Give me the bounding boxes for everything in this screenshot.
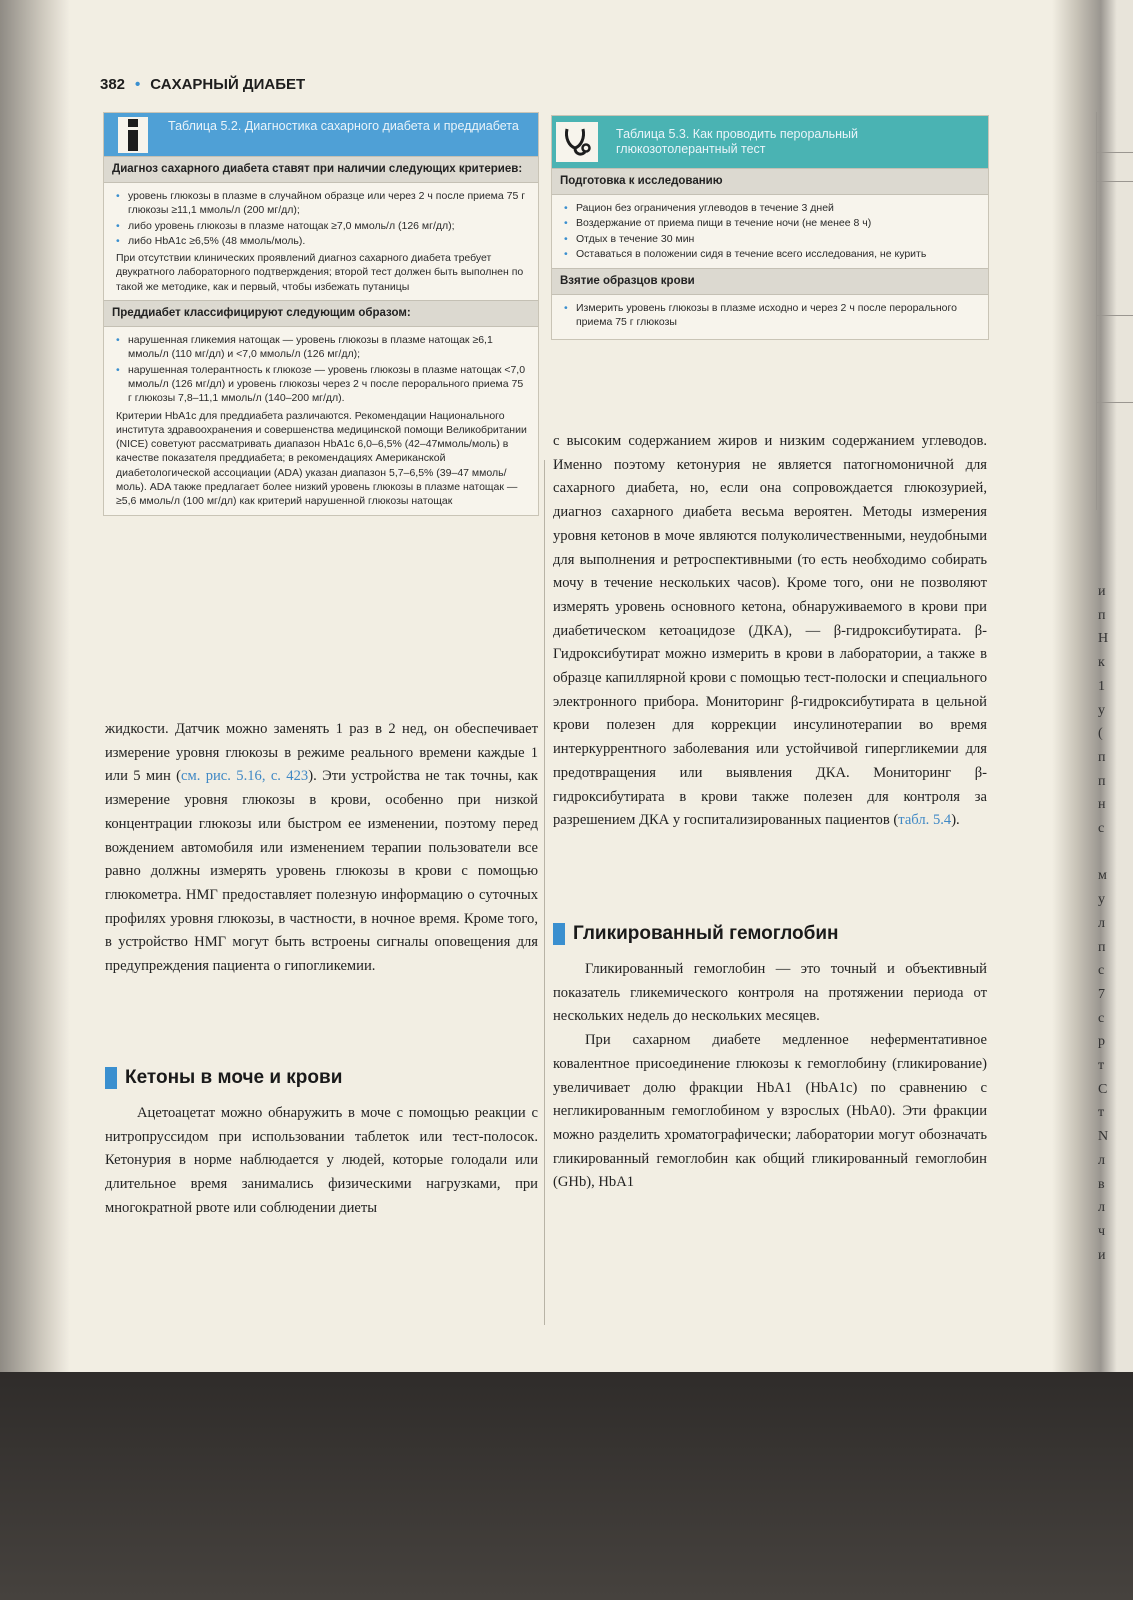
fragment-char: п: [1098, 939, 1106, 955]
list-item: • Воздержание от приема пищи в течение ночи (не менее 8 ч): [564, 216, 978, 230]
table-5-2-section-1-list: [104, 183, 538, 248]
text-run: жидкости. Датчик можно заменять 1 раз в 2 нед, он обеспечивает измерение уровня глюкозы в режиме реального времени каждые 1 или 5 мин (: [105, 721, 538, 785]
right-column-text: [553, 430, 987, 833]
fragment-char: (: [1098, 726, 1103, 742]
text-run: ). Эти устройства не так точны, как измерение уровня глюкозы в крови, особенно при низкой концентрации глюкозы или быстром ее изменении, поэтому перед вождением автомобиля или изменением терапии пользователи все равно должны измерять уровень глюкозы в крови с помощью глюкометра. НМГ предоставляет полезную информацию о суточных профилях уровня глюкозы, в частности, в ночное время. Кроме того, в устройство НМГ могут быть встроены сигналы оповещения для предупреждения пациента о гипогликемии.: [105, 768, 538, 975]
fragment-char: Н: [1098, 631, 1109, 647]
table-5-3-section-1-title: Подготовка к исследованию: [552, 168, 988, 195]
fragment-char: С: [1098, 1081, 1108, 1097]
next-page-text-fragment: [1098, 580, 1118, 1267]
table-5-3-header: [552, 116, 988, 168]
table-5-2-section-1-title: Диагноз сахарного диабета ставят при наличии следующих критериев:: [104, 156, 538, 183]
list-item: • Оставаться в положении сидя в течение всего исследования, не курить: [564, 247, 978, 261]
fragment-char: м: [1098, 868, 1107, 884]
section-heading-ketones: Кетоны в моче и крови: [105, 1065, 342, 1091]
paragraph: [553, 430, 987, 833]
list-item: • нарушенная гликемия натощак — уровень глюкозы в плазме натощак ≥6,1 ммоль/л (110 мг/дл) и <7,0 ммоль/л (126 мг/дл);: [116, 333, 528, 362]
fragment-char: л: [1098, 915, 1105, 931]
fragment-char: к: [1098, 655, 1105, 671]
list-item: • либо уровень глюкозы в плазме натощак ≥7,0 ммоль/л (126 мг/дл);: [116, 219, 528, 233]
next-page-table-edge: [1096, 112, 1133, 510]
running-header: [100, 76, 305, 93]
table-5-2-section-1-note: При отсутствии клинических проявлений диагноз сахарного диабета требует двукратного лабораторного подтверждения; второй тест должен быть выполнен по такой же методике, как и первый, чтобы избежать путаницы: [116, 252, 524, 293]
header-separator: •: [135, 76, 141, 93]
table-5-2: [103, 112, 539, 516]
fragment-char: и: [1098, 1247, 1106, 1263]
table-5-3-section-2-list: [552, 295, 988, 339]
header-title: САХАРНЫЙ ДИАБЕТ: [150, 76, 306, 93]
table-5-3-section-1-list: [552, 195, 988, 268]
fragment-char: 1: [1098, 678, 1105, 694]
column-divider: [544, 460, 545, 1325]
paragraph: При сахарном диабете медленное неферментативное ковалентное присоединение глюкозы к гемоглобину (гликирование) увеличивает долю фракции HbA1 (HbA1c) по сравнению с негликированным гемоглобином у взрослых (HbA0). Эти фракции можно разделить хроматографически; лаборатории могут обозначать гликированный гемоглобин как общий гликированный гемоглобин (GHb), HbA1: [553, 1032, 987, 1191]
page-number: 382: [100, 76, 126, 93]
list-item: • Рацион без ограничения углеводов в течение 3 дней: [564, 201, 978, 215]
fragment-char: у: [1098, 702, 1105, 718]
paragraph: Ацетоацетат можно обнаружить в моче с помощью реакции с нитропруссидом при использовании таблеток или тест-полосок. Кетонурия в норме наблюдается у людей, которые голодали или длительное время занимались физическими нагрузками, при многократной рвоте или соблюдении диеты: [105, 1105, 538, 1216]
text-run: ).: [951, 812, 960, 829]
paragraph: Гликированный гемоглобин — это точный и объективный показатель гликемического контроля на протяжении периода от нескольких недель до нескольких месяцев.: [553, 961, 987, 1025]
text-run: с высоким содержанием жиров и низким содержанием углеводов. Именно поэтому кетонурия не является патогномоничной для сахарного диабета, но, если она сопровождается глюкозурией, диагноз сахарного диабета весьма вероятен. Методы измерения уровня кетонов в моче являются полуколичественными, неудобными для выполнения и ретроспективными (то есть необходимо собирать мочу в течение нескольких часов). Кроме того, они не позволяют измерять уровень основного кетона, обнаруживаемого в крови при диабетическом кетоацидозе (ДКА), — β-гидроксибутирата. β-Гидроксибутират можно измерить в крови в лаборатории, а также в образце капиллярной крови с помощью тест-полоски и специального электронного прибора. Мониторинг β-гидроксибутирата в цельной крови полезен для коррекции инсулинотерапии во время интеркуррентного заболевания или устойчивой гипергликемии для предотвращения или выявления ДКА. Мониторинг β-гидроксибутирата в крови также полезен для контроля за разрешением ДКА у госпитализированных пациентов (: [553, 433, 987, 829]
table-5-2-header: [104, 113, 538, 156]
right-column-text-2: [553, 958, 987, 1195]
table-5-2-section-2-note: Критерии HbA1c для преддиабета различаются. Рекомендации Национального института здравоохранения и совершенства медицинской помощи Великобритании (NICE) советуют рассматривать диапазон HbA1c 6,0–6,5% (42–47ммоль/моль) в качестве показателя преддиабета; в рекомендациях Американской диабетологической ассоциации (ADA) указан диапазон 5,7–6,5% (39–47 ммоль/моль). ADA также предлагает более низкий уровень глюкозы в плазме натощак — ≥5,6 ммоль/л (100 мг/дл) как критерий нарушенной глюкозы натощак: [116, 409, 527, 508]
fragment-char: N: [1098, 1129, 1109, 1145]
table-reference-link[interactable]: табл. 5.4: [898, 812, 952, 829]
left-column-text: [105, 718, 538, 979]
table-5-3-title: Таблица 5.3. Как проводить пероральный глюкозотолерантный тест: [616, 127, 859, 156]
fragment-char: с: [1098, 1010, 1105, 1026]
fragment-char: [1098, 841, 1118, 865]
list-item: • Отдых в течение 30 мин: [564, 232, 978, 246]
list-item: • уровень глюкозы в плазме в случайном образце или через 2 ч после приема 75 г глюкозы ≥11,1 ммоль/л (200 мг/дл);: [116, 189, 528, 218]
fragment-char: л: [1098, 1152, 1105, 1168]
table-5-2-section-2-list: [104, 327, 538, 405]
fragment-char: с: [1098, 821, 1105, 837]
scan-background: [0, 1372, 1133, 1600]
table-5-3: [551, 115, 989, 340]
fragment-char: и: [1098, 584, 1106, 599]
fragment-char: т: [1098, 1058, 1105, 1074]
paragraph: [105, 718, 538, 979]
list-item: • Измерить уровень глюкозы в плазме исходно и через 2 ч после перорального приема 75 г глюкозы: [564, 301, 978, 330]
fragment-char: с: [1098, 963, 1105, 979]
figure-reference-link[interactable]: см. рис. 5.16, с. 423: [180, 768, 309, 785]
list-item: • либо HbA1c ≥6,5% (48 ммоль/моль).: [116, 234, 528, 248]
fragment-char: т: [1098, 1105, 1105, 1121]
table-5-2-title: Таблица 5.2. Диагностика сахарного диабета и преддиабета: [168, 119, 519, 133]
stethoscope-icon: [556, 122, 598, 162]
fragment-char: п: [1098, 773, 1106, 789]
section-heading-hba1c: Гликированный гемоглобин: [553, 921, 839, 947]
fragment-char: п: [1098, 749, 1106, 765]
fragment-char: у: [1098, 892, 1105, 908]
binding-shadow: [0, 0, 70, 1372]
table-5-3-section-2-title: Взятие образцов крови: [552, 268, 988, 295]
left-column-text-2: [105, 1102, 538, 1221]
list-item: • нарушенная толерантность к глюкозе — уровень глюкозы в плазме натощак <7,0 ммоль/л (126 мг/дл) и уровень глюкозы через 2 ч после перорального приема 75 г глюкозы 7,8–11,1 ммоль/л (140–200 мг/дл).: [116, 363, 528, 406]
info-icon: [118, 117, 148, 153]
fragment-char: ч: [1098, 1223, 1106, 1239]
fragment-char: л: [1098, 1200, 1105, 1216]
table-5-2-section-2-title: Преддиабет классифицируют следующим образом:: [104, 300, 538, 327]
fragment-char: н: [1098, 797, 1106, 813]
fragment-char: 7: [1098, 986, 1105, 1002]
fragment-char: п: [1098, 607, 1106, 623]
fragment-char: р: [1098, 1034, 1105, 1050]
fragment-char: в: [1098, 1176, 1105, 1192]
